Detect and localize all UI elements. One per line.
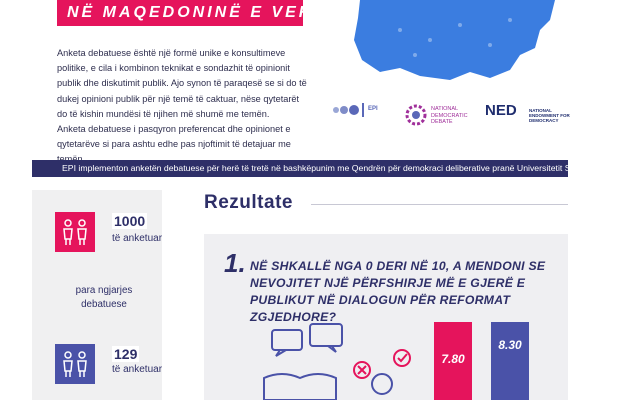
results-divider xyxy=(311,204,568,205)
bar-before xyxy=(434,322,472,400)
people-icon-box-before xyxy=(55,212,95,252)
results-title: Rezultate xyxy=(204,192,293,213)
bar-after xyxy=(491,322,529,400)
info-band: EPI implementon anketën debatuese për herë të tretë në bashkëpunim me Qendrën për demokraci deliberative pranë Universitetit Stanford nga SHBA. xyxy=(32,160,568,177)
people-icon xyxy=(55,212,95,252)
people-icon xyxy=(55,344,95,384)
question-text: NË SHKALLË NGA 0 DERI NË 10, A MENDONI SE NEVOJITET NJË PËRFSHIRJE MË E GJERË E PUBLIKUT NË DIALOGUN PËR REFORMAT ZGJEDHORE? xyxy=(250,259,546,324)
question-number: 1. xyxy=(224,248,246,278)
ndg-logo-line-3: DEBATE xyxy=(431,119,453,125)
respondents-count-before: 1000 xyxy=(114,213,146,229)
discussion-illustration xyxy=(262,318,422,400)
respondents-label-after: të anketuar xyxy=(112,364,163,375)
ndg-logo-mark xyxy=(405,104,427,126)
intro-paragraph-2: Anketa debatuese i pasqyron preferencat dhe opinionet e qytetarëve si para ashtu edhe pas njoftimit të detajuar me xyxy=(57,124,291,150)
country-map-graphic xyxy=(340,0,560,86)
ned-logo-text: NED xyxy=(485,102,517,119)
ndg-logo-line-1: NATIONAL xyxy=(431,106,459,112)
epi-logo xyxy=(330,100,392,140)
ned-logo-sub: NATIONAL ENDOWMENT FOR DEMOCRACY xyxy=(529,108,570,123)
people-icon-box-after xyxy=(55,344,95,384)
ndg-logo xyxy=(405,100,475,140)
respondents-label-before: të anketuar xyxy=(112,233,163,244)
intro-text xyxy=(57,46,309,168)
intro-paragraph-1: Anketa debatuese është një formë unike e konsultimeve politike, e cila i kombinon teknikat e sondazhit të opinionit publik dhe diskutimit publik. Ajo synon të paraqesë se si do të dukej opinioni publik për një temë të caktuar, nëse qytetarët do të kishin mundësi të njihen më shumë me temën. xyxy=(57,48,307,119)
partner-logos xyxy=(330,100,580,140)
ned-logo xyxy=(485,100,580,140)
bar-after-value: 8.30 xyxy=(498,338,522,352)
ndg-logo-line-2: DEMOCRATIC xyxy=(431,112,468,119)
header-banner: NË MAQEDONINË E VERIUT xyxy=(57,0,303,26)
respondents-count-after: 129 xyxy=(114,346,138,362)
epi-logo-text: EPI xyxy=(368,106,378,112)
between-event-text: para ngjarjes debatuese xyxy=(75,285,133,310)
bar-before-value: 7.80 xyxy=(441,352,465,366)
